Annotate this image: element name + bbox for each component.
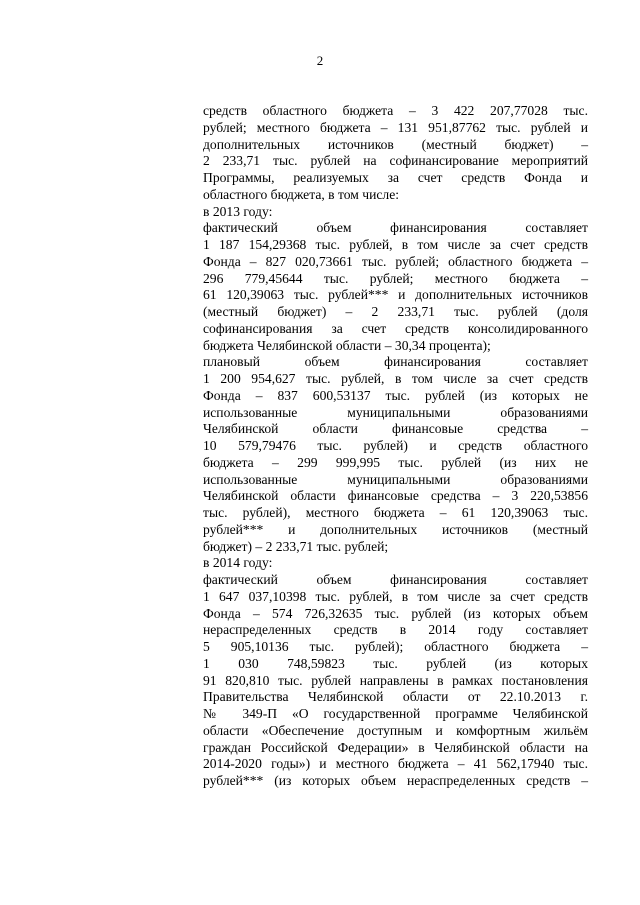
text-line: Фонда – 574 726,32635 тыс. рублей (из которых объем	[203, 605, 588, 621]
text-line: области «Обеспечение доступным и комфортным жильём	[203, 722, 588, 738]
text-line: Фонда – 827 020,73661 тыс. рублей; областного бюджета –	[203, 253, 588, 269]
text-line: Правительства Челябинской области от 22.10.2013 г.	[203, 689, 588, 705]
text-line: бюджет) – 2 233,71 тыс. рублей;	[203, 538, 389, 554]
text-line: рублей*** и дополнительных источников (местный	[203, 521, 588, 537]
text-line: 1 030 748,59823 тыс. рублей (из которых	[203, 655, 588, 671]
text-line: средств областного бюджета – 3 422 207,77028 тыс.	[203, 103, 588, 118]
text-line: областного бюджета, в том числе:	[203, 186, 400, 202]
text-line: № 349-П «О государственной программе Челябинской	[203, 706, 588, 721]
page-number: 2	[316, 53, 324, 68]
text-line: нераспределенных средств в 2014 году составляет	[203, 622, 588, 638]
text-line: 296 779,45644 тыс. рублей; местного бюджета –	[203, 270, 588, 286]
text-line: использованные муниципальными образованиями	[203, 471, 588, 487]
text-line: 1 200 954,627 тыс. рублей, в том числе за счет средств	[203, 371, 588, 386]
text-line: бюджета Челябинской области – 30,34 процента);	[203, 337, 491, 353]
text-line: 1 187 154,29368 тыс. рублей, в том числе за счет средств	[203, 237, 588, 252]
text-line: (местный бюджет) – 2 233,71 тыс. рублей (доля	[203, 304, 588, 319]
text-line: фактический объем финансирования составляет	[203, 220, 588, 236]
text-line: 1 647 037,10398 тыс. рублей, в том числе за счет средств	[203, 588, 588, 604]
body-text	[203, 103, 588, 790]
text-line: 10 579,79476 тыс. рублей) и средств областного	[203, 438, 588, 453]
text-line: Программы, реализуемых за счет средств Фонда и	[203, 170, 588, 185]
text-line: фактический объем финансирования составляет	[203, 572, 588, 587]
text-line: софинансирования за счет средств консолидированного	[203, 320, 588, 336]
text-line: 61 120,39063 тыс. рублей*** и дополнительных источников	[203, 287, 588, 303]
text-line: Челябинской области финансовые средства – 3 220,53856	[203, 488, 588, 504]
text-line: 2014-2020 годы») и местного бюджета – 41 562,17940 тыс.	[203, 756, 588, 772]
text-line: использованные муниципальными образованиями	[203, 404, 588, 420]
text-line: бюджета – 299 999,995 тыс. рублей (из них не	[203, 454, 588, 470]
text-line: в 2013 году:	[203, 203, 273, 219]
text-line: 2 233,71 тыс. рублей на софинансирование мероприятий	[203, 153, 588, 169]
text-line: плановый объем финансирования составляет	[203, 354, 588, 370]
text-line: граждан Российской Федерации» в Челябинской области на	[203, 739, 588, 755]
text-line: рублей*** (из которых объем нераспределенных средств –	[203, 773, 588, 788]
text-line: дополнительных источников (местный бюджет) –	[203, 136, 588, 152]
text-line: в 2014 году:	[203, 555, 273, 571]
text-line: 5 905,10136 тыс. рублей); областного бюджета –	[203, 639, 588, 654]
text-line: 91 820,810 тыс. рублей направлены в рамках постановления	[203, 672, 588, 688]
text-line: рублей; местного бюджета – 131 951,87762 тыс. рублей и	[203, 119, 588, 135]
text-line: тыс. рублей), местного бюджета – 61 120,39063 тыс.	[203, 505, 588, 520]
text-line: Фонда – 837 600,53137 тыс. рублей (из которых не	[203, 387, 588, 403]
text-line: Челябинской области финансовые средства –	[203, 421, 588, 437]
